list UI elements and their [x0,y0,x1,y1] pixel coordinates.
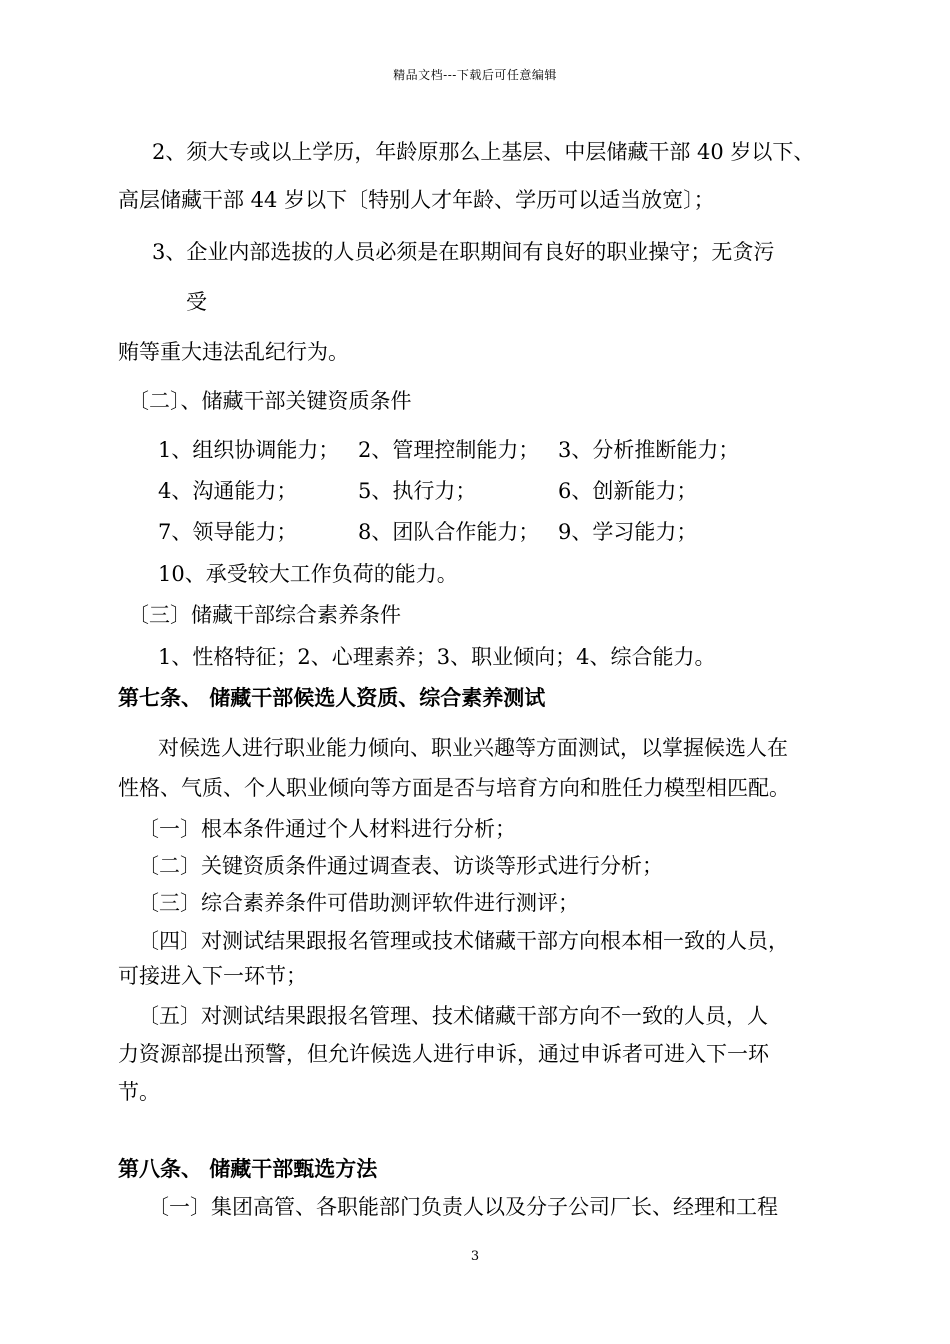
ability-item: 10、承受较大工作负荷的能力。 [158,562,458,586]
paragraph-line: 受 [186,290,207,314]
ability-item: 7、领导能力； [158,520,298,544]
paragraph-line: 2、须大专或以上学历，年龄原那么上基层、中层储藏干部 40 岁以下、 [152,140,815,164]
page-header: 精品文档---下载后可任意编辑 [393,68,557,82]
page-number: 3 [470,1249,480,1264]
list-item: 〔三〕综合素养条件可借助测评软件进行测评； [138,891,579,915]
ability-item: 5、执行力； [358,479,477,503]
list-item: 节。 [118,1080,160,1104]
list-item: 〔一〕根本条件通过个人材料进行分析； [138,817,516,841]
article-heading: 第八条、 储藏干部甄选方法 [118,1156,378,1181]
ability-item: 4、沟通能力； [158,479,298,503]
list-item: 〔四〕对测试结果跟报名管理或技术储藏干部方向根本相一致的人员， [138,929,789,953]
list-item: 〔五〕对测试结果跟报名管理、技术储藏干部方向不一致的人员，人 [138,1004,768,1028]
paragraph-line: 高层储藏干部 44 岁以下〔特别人才年龄、学历可以适当放宽〕； [118,188,715,212]
ability-item: 8、团队合作能力； [358,520,540,544]
ability-item: 2、管理控制能力； [358,438,540,462]
paragraph-line: 对候选人进行职业能力倾向、职业兴趣等方面测试，以掌握候选人在 [158,736,788,760]
paragraph-line: 性格、气质、个人职业倾向等方面是否与培育方向和胜任力模型相匹配。 [118,776,790,800]
ability-item: 9、学习能力； [558,520,698,544]
paragraph-line: 〔一〕集团高管、各职能部门负责人以及分子公司厂长、经理和工程 [148,1195,778,1219]
paragraph-line: 贿等重大违法乱纪行为。 [118,340,349,364]
ability-item: 3、分析推断能力； [558,438,740,462]
paragraph-line: 1、性格特征；2、心理素养；3、职业倾向；4、综合能力。 [158,645,716,669]
ability-item: 1、组织协调能力； [158,438,340,462]
list-item: 可接进入下一环节； [118,964,307,988]
list-item: 〔二〕关键资质条件通过调查表、访谈等形式进行分析； [138,854,663,878]
paragraph-line: 3、企业内部选拔的人员必须是在职期间有良好的职业操守；无贪污 [152,240,775,264]
section-heading: 〔二〕、储藏干部关键资质条件 [128,389,412,413]
article-heading: 第七条、 储藏干部候选人资质、综合素养测试 [118,685,546,710]
section-heading: 〔三〕储藏干部综合素养条件 [128,603,401,627]
list-item: 力资源部提出预警，但允许候选人进行申诉，通过申诉者可进入下一环 [118,1042,769,1066]
ability-item: 6、创新能力； [558,479,698,503]
